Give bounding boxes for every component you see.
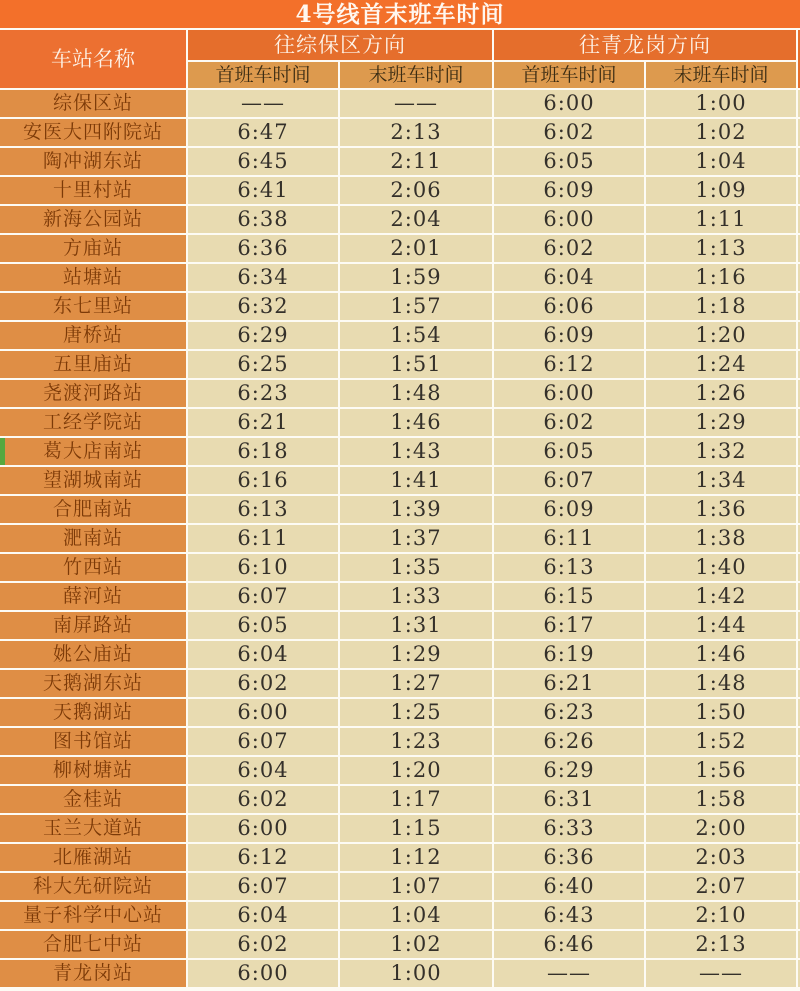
zb-first-train-cell: 6:25	[188, 351, 338, 378]
zb-last-train-cell: 1:54	[340, 322, 492, 349]
zb-last-train-cell: 2:01	[340, 235, 492, 262]
zb-first-train-cell: 6:29	[188, 322, 338, 349]
station-name-cell: 望湖城南站	[0, 467, 186, 494]
station-column-header: 车站名称	[0, 30, 186, 88]
subheader-zb-last-train: 末班车时间	[340, 62, 492, 88]
ql-last-train-cell: 1:36	[646, 496, 796, 523]
zb-last-train-cell: 1:37	[340, 525, 492, 552]
zb-last-train-cell: 1:46	[340, 409, 492, 436]
station-name-cell: 北雁湖站	[0, 844, 186, 871]
ql-last-train-cell: 1:56	[646, 757, 796, 784]
station-name-cell: 十里村站	[0, 177, 186, 204]
ql-first-train-cell: 6:29	[494, 757, 644, 784]
zb-last-train-cell: 1:23	[340, 728, 492, 755]
zb-first-train-cell: 6:04	[188, 902, 338, 929]
ql-last-train-cell: 1:46	[646, 641, 796, 668]
ql-first-train-cell: 6:36	[494, 844, 644, 871]
station-name-cell: 淝南站	[0, 525, 186, 552]
zb-first-train-cell: 6:23	[188, 380, 338, 407]
zb-last-train-cell: 1:43	[340, 438, 492, 465]
zb-first-train-cell: 6:11	[188, 525, 338, 552]
zb-last-train-cell: 1:17	[340, 786, 492, 813]
station-name-cell: 唐桥站	[0, 322, 186, 349]
zb-first-train-cell: 6:02	[188, 670, 338, 697]
ql-last-train-cell: 1:00	[646, 90, 796, 117]
ql-first-train-cell: 6:09	[494, 322, 644, 349]
ql-first-train-cell: 6:15	[494, 583, 644, 610]
ql-first-train-cell: 6:23	[494, 699, 644, 726]
ql-last-train-cell: 1:13	[646, 235, 796, 262]
ql-first-train-cell: 6:26	[494, 728, 644, 755]
zb-first-train-cell: 6:32	[188, 293, 338, 320]
zb-first-train-cell: 6:38	[188, 206, 338, 233]
zb-last-train-cell: 1:15	[340, 815, 492, 842]
zb-first-train-cell: 6:07	[188, 873, 338, 900]
zb-first-train-cell: 6:47	[188, 119, 338, 146]
zb-last-train-cell: 2:13	[340, 119, 492, 146]
ql-first-train-cell: 6:31	[494, 786, 644, 813]
ql-last-train-cell: 1:02	[646, 119, 796, 146]
ql-last-train-cell: 1:42	[646, 583, 796, 610]
station-name-cell: 葛大店南站	[0, 438, 186, 465]
station-name-cell: 姚公庙站	[0, 641, 186, 668]
station-name-cell: 合肥七中站	[0, 931, 186, 958]
ql-last-train-cell: 1:44	[646, 612, 796, 639]
zb-first-train-cell: 6:00	[188, 815, 338, 842]
zb-last-train-cell: 1:25	[340, 699, 492, 726]
line-transfer-green-mark	[0, 438, 5, 465]
ql-first-train-cell: 6:09	[494, 177, 644, 204]
zb-last-train-cell: 1:57	[340, 293, 492, 320]
ql-last-train-cell: 1:09	[646, 177, 796, 204]
zb-first-train-cell: 6:00	[188, 699, 338, 726]
ql-first-train-cell: ——	[494, 960, 644, 987]
ql-last-train-cell: 1:29	[646, 409, 796, 436]
subheader-ql-first-train: 首班车时间	[494, 62, 644, 88]
ql-last-train-cell: 1:52	[646, 728, 796, 755]
zb-last-train-cell: ——	[340, 90, 492, 117]
station-name-cell: 五里庙站	[0, 351, 186, 378]
station-name-cell: 科大先研院站	[0, 873, 186, 900]
ql-first-train-cell: 6:46	[494, 931, 644, 958]
zb-first-train-cell: 6:34	[188, 264, 338, 291]
zb-last-train-cell: 2:11	[340, 148, 492, 175]
ql-first-train-cell: 6:09	[494, 496, 644, 523]
zb-last-train-cell: 1:33	[340, 583, 492, 610]
zb-first-train-cell: 6:07	[188, 583, 338, 610]
ql-first-train-cell: 6:12	[494, 351, 644, 378]
ql-first-train-cell: 6:11	[494, 525, 644, 552]
zb-first-train-cell: 6:45	[188, 148, 338, 175]
ql-first-train-cell: 6:40	[494, 873, 644, 900]
zb-first-train-cell: 6:18	[188, 438, 338, 465]
ql-last-train-cell: 1:11	[646, 206, 796, 233]
zb-last-train-cell: 1:51	[340, 351, 492, 378]
station-name-cell: 青龙岗站	[0, 960, 186, 987]
station-name-cell: 天鹅湖东站	[0, 670, 186, 697]
zb-first-train-cell: ——	[188, 90, 338, 117]
station-name-cell: 南屏路站	[0, 612, 186, 639]
zb-first-train-cell: 6:41	[188, 177, 338, 204]
ql-last-train-cell: 1:04	[646, 148, 796, 175]
ql-last-train-cell: 2:10	[646, 902, 796, 929]
zb-first-train-cell: 6:21	[188, 409, 338, 436]
station-name-cell: 玉兰大道站	[0, 815, 186, 842]
subheader-ql-last-train: 末班车时间	[646, 62, 796, 88]
ql-first-train-cell: 6:00	[494, 206, 644, 233]
station-name-cell: 安医大四附院站	[0, 119, 186, 146]
ql-last-train-cell: 1:20	[646, 322, 796, 349]
ql-last-train-cell: 1:16	[646, 264, 796, 291]
ql-first-train-cell: 6:02	[494, 409, 644, 436]
ql-first-train-cell: 6:04	[494, 264, 644, 291]
subheader-zb-first-train: 首班车时间	[188, 62, 338, 88]
zb-first-train-cell: 6:36	[188, 235, 338, 262]
ql-first-train-cell: 6:05	[494, 148, 644, 175]
zb-last-train-cell: 1:41	[340, 467, 492, 494]
station-name-cell: 陶冲湖东站	[0, 148, 186, 175]
ql-last-train-cell: 2:03	[646, 844, 796, 871]
station-name-cell: 新海公园站	[0, 206, 186, 233]
ql-last-train-cell: 1:40	[646, 554, 796, 581]
zb-first-train-cell: 6:04	[188, 757, 338, 784]
station-name-cell: 金桂站	[0, 786, 186, 813]
zb-first-train-cell: 6:02	[188, 931, 338, 958]
ql-first-train-cell: 6:43	[494, 902, 644, 929]
station-name-cell: 图书馆站	[0, 728, 186, 755]
ql-last-train-cell: 1:26	[646, 380, 796, 407]
zb-last-train-cell: 1:48	[340, 380, 492, 407]
zb-last-train-cell: 1:35	[340, 554, 492, 581]
direction-header-zongbaoqu: 往综保区方向	[188, 30, 492, 60]
ql-first-train-cell: 6:21	[494, 670, 644, 697]
station-name-cell: 尧渡河路站	[0, 380, 186, 407]
zb-first-train-cell: 6:13	[188, 496, 338, 523]
station-name-cell: 竹西站	[0, 554, 186, 581]
zb-last-train-cell: 1:12	[340, 844, 492, 871]
zb-first-train-cell: 6:10	[188, 554, 338, 581]
ql-first-train-cell: 6:06	[494, 293, 644, 320]
station-name-cell: 综保区站	[0, 90, 186, 117]
ql-first-train-cell: 6:13	[494, 554, 644, 581]
zb-last-train-cell: 1:27	[340, 670, 492, 697]
ql-last-train-cell: 2:07	[646, 873, 796, 900]
station-name-cell: 柳树塘站	[0, 757, 186, 784]
zb-last-train-cell: 1:00	[340, 960, 492, 987]
ql-first-train-cell: 6:07	[494, 467, 644, 494]
zb-last-train-cell: 1:04	[340, 902, 492, 929]
station-name-cell: 方庙站	[0, 235, 186, 262]
ql-last-train-cell: 1:48	[646, 670, 796, 697]
zb-first-train-cell: 6:05	[188, 612, 338, 639]
zb-first-train-cell: 6:02	[188, 786, 338, 813]
zb-last-train-cell: 1:02	[340, 931, 492, 958]
zb-last-train-cell: 1:39	[340, 496, 492, 523]
ql-last-train-cell: 1:32	[646, 438, 796, 465]
station-name-cell: 薛河站	[0, 583, 186, 610]
ql-first-train-cell: 6:19	[494, 641, 644, 668]
ql-first-train-cell: 6:02	[494, 119, 644, 146]
ql-last-train-cell: 1:24	[646, 351, 796, 378]
zb-last-train-cell: 1:20	[340, 757, 492, 784]
zb-last-train-cell: 2:06	[340, 177, 492, 204]
ql-last-train-cell: 1:18	[646, 293, 796, 320]
station-name-cell: 站塘站	[0, 264, 186, 291]
station-name-cell: 量子科学中心站	[0, 902, 186, 929]
zb-last-train-cell: 2:04	[340, 206, 492, 233]
ql-last-train-cell: 1:50	[646, 699, 796, 726]
direction-header-qinglonggang: 往青龙岗方向	[494, 30, 796, 60]
station-name-cell: 东七里站	[0, 293, 186, 320]
table-title: 4号线首末班车时间	[0, 0, 800, 28]
zb-last-train-cell: 1:31	[340, 612, 492, 639]
ql-last-train-cell: 2:13	[646, 931, 796, 958]
ql-last-train-cell: 1:34	[646, 467, 796, 494]
zb-first-train-cell: 6:16	[188, 467, 338, 494]
ql-first-train-cell: 6:33	[494, 815, 644, 842]
ql-first-train-cell: 6:17	[494, 612, 644, 639]
zb-first-train-cell: 6:00	[188, 960, 338, 987]
ql-first-train-cell: 6:00	[494, 380, 644, 407]
station-name-cell: 工经学院站	[0, 409, 186, 436]
zb-last-train-cell: 1:29	[340, 641, 492, 668]
station-name-cell: 天鹅湖站	[0, 699, 186, 726]
ql-last-train-cell: ——	[646, 960, 796, 987]
ql-first-train-cell: 6:00	[494, 90, 644, 117]
ql-first-train-cell: 6:02	[494, 235, 644, 262]
zb-first-train-cell: 6:07	[188, 728, 338, 755]
zb-first-train-cell: 6:04	[188, 641, 338, 668]
station-name-cell: 合肥南站	[0, 496, 186, 523]
ql-last-train-cell: 2:00	[646, 815, 796, 842]
ql-first-train-cell: 6:05	[494, 438, 644, 465]
ql-last-train-cell: 1:38	[646, 525, 796, 552]
zb-last-train-cell: 1:07	[340, 873, 492, 900]
zb-first-train-cell: 6:12	[188, 844, 338, 871]
ql-last-train-cell: 1:58	[646, 786, 796, 813]
zb-last-train-cell: 1:59	[340, 264, 492, 291]
